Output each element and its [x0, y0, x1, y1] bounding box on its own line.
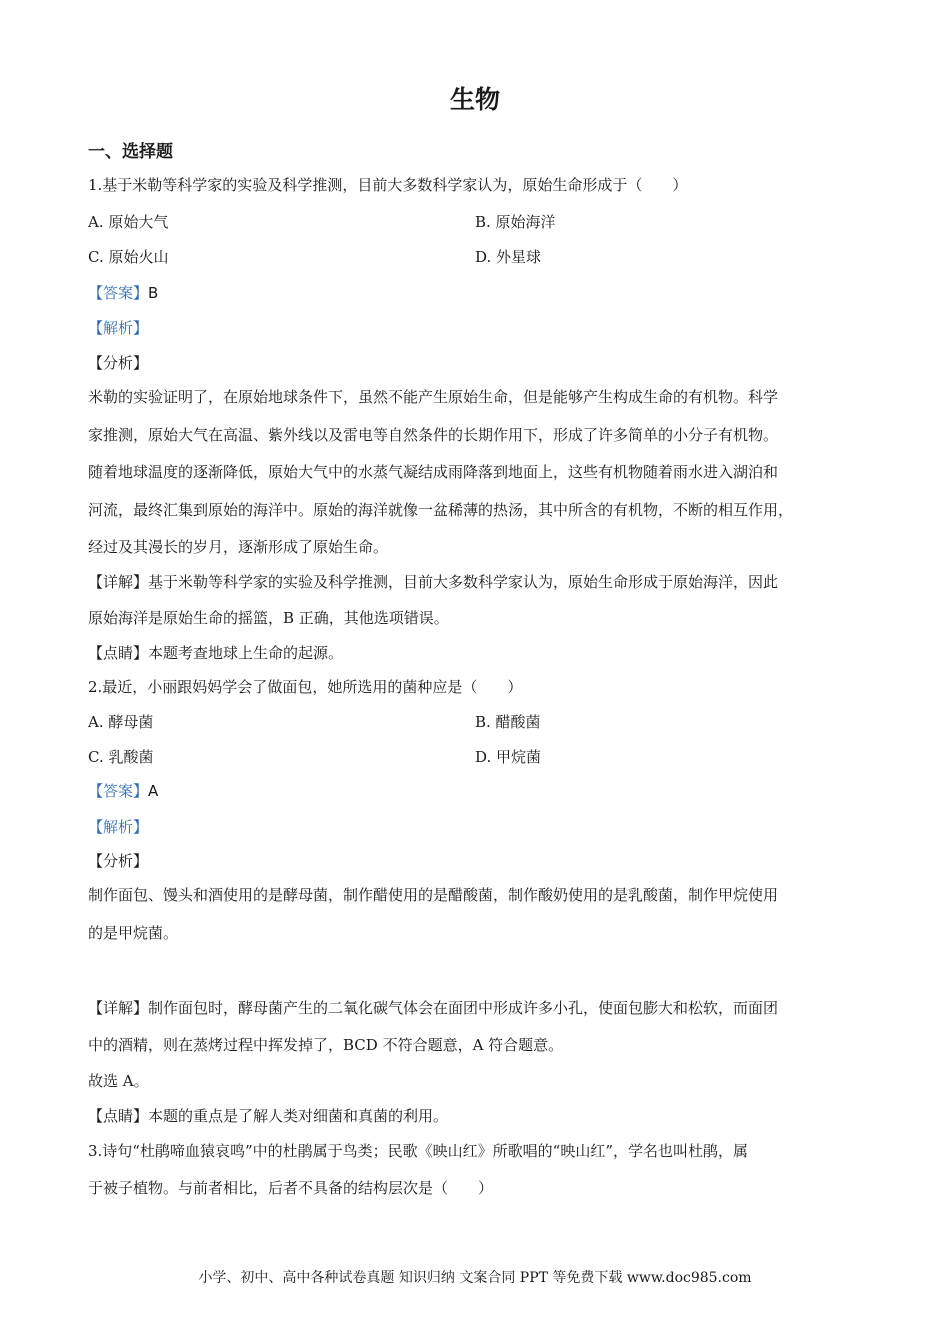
question-1-fenxi-line: 经过及其漫长的岁月，逐渐形成了原始生命。	[88, 538, 389, 556]
question-1-stem: 1.基于米勒等科学家的实验及科学推测，目前大多数科学家认为，原始生命形成于（ ）	[88, 176, 688, 194]
question-1-comment: 【点睛】本题考查地球上生命的起源。	[88, 644, 344, 662]
question-2-option-d: D. 甲烷菌	[475, 748, 542, 766]
question-2-analysis-label: 【解析】	[88, 818, 149, 836]
question-2-conclusion: 故选 A。	[88, 1072, 149, 1090]
question-1-fenxi-line: 家推测，原始大气在高温、紫外线以及雷电等自然条件的长期作用下，形成了许多简单的小分子有机物。	[88, 426, 779, 444]
answer-label: 【答案】	[88, 782, 149, 800]
question-1-option-d: D. 外星球	[475, 248, 542, 266]
question-1-fenxi-line: 随着地球温度的逐渐降低，原始大气中的水蒸气凝结成雨降落到地面上，这些有机物随着雨水进入湖泊和	[88, 463, 779, 481]
question-1-fenxi-line: 河流，最终汇集到原始的海洋中。原始的海洋就像一盆稀薄的热汤，其中所含的有机物，不断的相互作用，	[88, 501, 794, 519]
question-2-option-b: B. 醋酸菌	[475, 713, 541, 731]
question-1-fenxi-line: 米勒的实验证明了，在原始地球条件下，虽然不能产生原始生命，但是能够产生构成生命的有机物。科学	[88, 388, 779, 406]
question-2-stem: 2.最近，小丽跟妈妈学会了做面包，她所选用的菌种应是（ ）	[88, 678, 523, 696]
question-2-fenxi-line: 的是甲烷菌。	[88, 924, 179, 942]
question-1-detail-line: 【详解】基于米勒等科学家的实验及科学推测，目前大多数科学家认为，原始生命形成于原始海洋，因此	[88, 573, 779, 591]
page-title: 生物	[449, 85, 500, 114]
question-1-answer	[88, 282, 158, 304]
question-2-comment: 【点睛】本题的重点是了解人类对细菌和真菌的利用。	[88, 1107, 449, 1125]
question-1-fenxi-label: 【分析】	[88, 354, 149, 372]
question-1-option-c: C. 原始火山	[88, 248, 169, 266]
answer-value: A	[148, 782, 159, 800]
question-1-option-b: B. 原始海洋	[475, 213, 556, 231]
question-2-fenxi-label: 【分析】	[88, 852, 149, 870]
question-1-option-a: A. 原始大气	[88, 213, 169, 231]
page-footer: 小学、初中、高中各种试卷真题 知识归纳 文案合同 PPT 等免费下载 www.doc985.com	[198, 1270, 752, 1286]
question-3-stem-line: 于被子植物。与前者相比，后者不具备的结构层次是（ ）	[88, 1179, 494, 1197]
answer-value: B	[148, 284, 159, 302]
question-2-fenxi-line: 制作面包、馒头和酒使用的是酵母菌，制作醋使用的是醋酸菌，制作酸奶使用的是乳酸菌，制作甲烷使用	[88, 886, 779, 904]
question-3-stem-line: 3.诗句“杜鹃啼血猿哀鸣”中的杜鹃属于鸟类；民歌《映山红》所歌唱的“映山红”，学名也叫杜鹃，属	[88, 1142, 748, 1160]
question-2-detail-line: 【详解】制作面包时，酵母菌产生的二氧化碳气体会在面团中形成许多小孔，使面包膨大和松软，而面团	[88, 999, 779, 1017]
question-1-detail-line: 原始海洋是原始生命的摇篮，B 正确，其他选项错误。	[88, 609, 449, 627]
section-heading: 一、选择题	[88, 142, 173, 162]
question-2-option-a: A. 酵母菌	[88, 713, 154, 731]
question-2-detail-line: 中的酒精，则在蒸烤过程中挥发掉了，BCD 不符合题意，A 符合题意。	[88, 1036, 564, 1054]
question-2-answer	[88, 780, 158, 802]
answer-label: 【答案】	[88, 284, 149, 302]
question-2-option-c: C. 乳酸菌	[88, 748, 154, 766]
question-1-analysis-label: 【解析】	[88, 319, 149, 337]
